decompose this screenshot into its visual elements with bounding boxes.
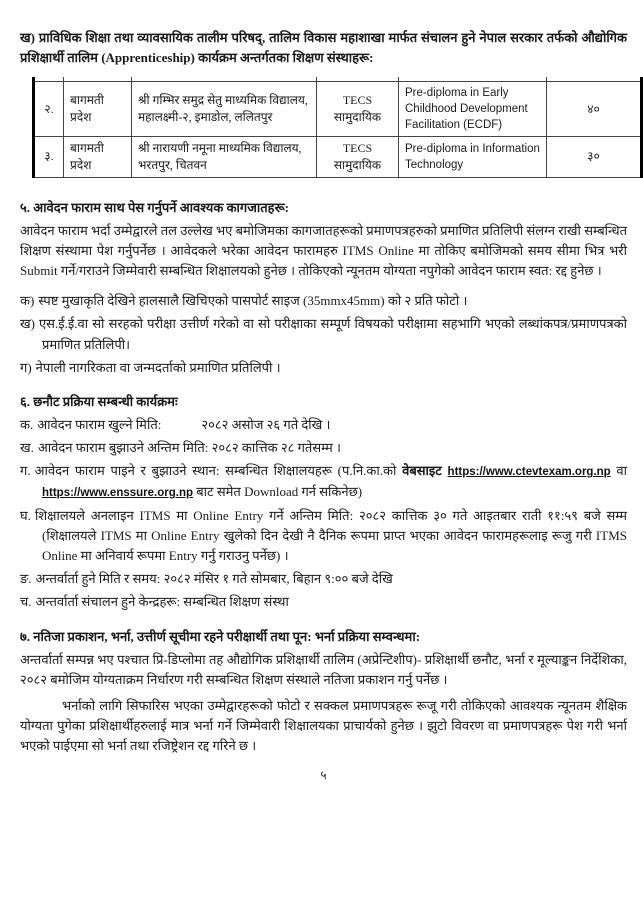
item-label: ग. bbox=[20, 463, 31, 479]
item-label: क) bbox=[20, 293, 35, 309]
section-5-paragraph: आवेदन फाराम भर्दा उम्मेद्वारले तल उल्लेख भए बमोजिमका कागजातहरूको प्रमाणपत्रहरुको प्रमाणित प्रतिलिपी संलग्न राखी सम्बन्धित शिक्षण संस्थामा पेश गर्नुपर्नेछ । आवेदकले भरेका आवेदन फारामहरु ITMS Online मा तोकिए बमोजिमको समय सीमा भित्र भरी Submit गर्ने/गराउने जिम्मेवारी सम्बन्धित शिक्षालयको हुनेछ । तोकिएको न्यूनतम योग्यता नपुगेको आवेदन फाराम स्वत: रद्द हुनेछ । bbox=[20, 222, 627, 279]
item-text: आवेदन फाराम बुझाउने अन्तिम मिति: २०८२ कात्तिक २८ गतेसम्म । bbox=[37, 440, 341, 456]
section-5-heading: ५. आवेदन फाराम साथ पेस गर्नुपर्ने आवश्यक कागजातहरू: bbox=[20, 199, 289, 215]
item-label: क. bbox=[20, 416, 34, 432]
required-document-item bbox=[20, 291, 627, 311]
schedule-item-form-open-date bbox=[20, 415, 627, 435]
item-label: ख) bbox=[20, 316, 35, 332]
institutions-table bbox=[32, 77, 643, 177]
required-document-item bbox=[20, 358, 627, 378]
admission-paragraph: भर्नाको लागि सिफारिस भएका उम्मेद्वारहरूको फोटो र सक्कल प्रमाणपत्रहरू रूजू गरी तोकिएको आवश्यक न्यूनतम शैक्षिक योग्यता पुगेका प्रशिक्षार्थीहरुलाई मात्र भर्ना गर्ने जिम्मेवारी शिक्षालयका प्राचार्यको हुनेछ । झुटो विवरण वा प्रमाणपत्रहरू पेश गरी भर्ना भएको पाईएमा सो भर्ना तथा रजिष्ट्रेशन रद्द गरिने छ । bbox=[20, 697, 627, 754]
item-label: घ. bbox=[20, 507, 31, 523]
item-label: ग) bbox=[20, 359, 32, 375]
cell-quota: ३० bbox=[547, 137, 642, 178]
schedule-item-interview-date bbox=[20, 569, 627, 589]
cell-program: Pre-diploma in Early Childhood Development Facilitation (ECDF) bbox=[399, 81, 547, 136]
item-text: नेपाली नागरिकता वा जन्मदर्ताको प्रमाणित प्रतिलिपी । bbox=[35, 359, 281, 375]
item-text: बाट समेत Download गर्न सकिनेछ) bbox=[196, 484, 363, 500]
cell-province: बागमती प्रदेश bbox=[64, 137, 132, 178]
enssure-website-link[interactable]: https://www.enssure.org.np bbox=[42, 487, 193, 500]
cell-serial-number: ३. bbox=[34, 137, 64, 178]
item-label: ख. bbox=[20, 440, 34, 456]
item-text: शिक्षालयले अनलाइन ITMS मा Online Entry गर्ने अन्तिम मिति: २०८२ कात्तिक ३० गते आइतबार राती ११:५९ बजे सम्म (शिक्षालयले ITMS मा Online Entry खुलेको दिन देखी नै दैनिक रूपमा प्राप्त भएका आवेदन फारामहरूलाइ रूजु गरी ITMS Online मा अनिवार्य रूपमा Entry गर्नु गराउनु पर्नेछ) । bbox=[34, 507, 627, 564]
cell-serial-number: २. bbox=[34, 81, 64, 136]
intro-paragraph: ख) प्राविधिक शिक्षा तथा व्यावसायिक तालीम परिषद्, तालिम विकास महाशाखा मार्फत संचालन हुने नेपाल सरकार तर्फको औद्योगिक प्रशिक्षार्थी तालिम (Apprenticeship) कार्यक्रम अन्तर्गतका शिक्षण संस्थाहरू: bbox=[20, 30, 627, 66]
cell-program: Pre-diploma in Information Technology bbox=[399, 137, 547, 178]
page-number: ५ bbox=[320, 768, 327, 783]
required-document-item bbox=[20, 314, 627, 354]
cell-school-name: श्री गम्भिर समुद्र सेतु माध्यमिक विद्यालय, महालक्ष्मी-२, इमाडोल, ललितपुर bbox=[132, 81, 317, 136]
item-text: अन्तर्वार्ता हुने मिति र समय: २०८२ मंसिर १ गते सोमबार, बिहान ९:०० बजे देखि bbox=[35, 571, 393, 587]
item-text: आवेदन फाराम खुल्ने मिति: bbox=[37, 416, 162, 432]
item-text: आवेदन फाराम पाइने र बुझाउने स्थान: सम्बन्धित शिक्षालयहरू (प.नि.का.को bbox=[34, 463, 397, 479]
schedule-item-form-location bbox=[20, 461, 627, 503]
schedule-item-interview-centers bbox=[20, 592, 627, 612]
item-text: अन्तर्वार्ता संचालन हुने केन्द्रहरू: सम्बन्धित शिक्षण संस्था bbox=[35, 594, 289, 610]
item-text: एस.ई.ई.वा सो सरहको परीक्षा उत्तीर्ण गरेको वा सो परीक्षाका सम्पूर्ण विषयको परीक्षामा सहभागि भएको लब्धांकपत्र/प्रमाणपत्रको प्रमाणित प्रतिलिपी। bbox=[38, 316, 627, 352]
item-label: ङ. bbox=[20, 571, 32, 587]
item-date: २०८२ असोज २६ गते देखि । bbox=[201, 416, 331, 432]
cell-institution-type: TECS सामुदायिक bbox=[317, 137, 399, 178]
item-text: वा bbox=[616, 463, 628, 479]
result-publication-paragraph: अन्तर्वार्ता सम्पन्न भए पश्चात प्रि-डिप्लोमा तह औद्योगिक प्रशिक्षार्थी तालिम (अप्रेन्टिशीप)- प्रशिक्षार्थी छनौट, भर्ना र मूल्याङ्कन निर्देशिका, २०८२ बमोजिम योग्यताक्रम निर्धारण गरी सम्बन्धित शिक्षण संस्थाले नतिजा प्रकाशन गर्नु पर्नेछ । bbox=[20, 651, 627, 687]
section-6-heading: ६. छनौट प्रक्रिया सम्बन्धी कार्यक्रमः bbox=[20, 393, 178, 409]
table-row bbox=[34, 81, 642, 136]
table-row bbox=[34, 137, 642, 178]
cell-institution-type: TECS सामुदायिक bbox=[317, 81, 399, 136]
ctevt-website-link[interactable]: https://www.ctevtexam.org.np bbox=[447, 466, 611, 479]
website-word: वेबसाइट bbox=[402, 463, 442, 479]
section-7-heading: ७. नतिजा प्रकाशन, भर्ना, उत्तीर्ण सूचीमा रहने परीक्षार्थी तथा पून: भर्ना प्रक्रिया सम्वन्धमा: bbox=[20, 628, 421, 644]
cell-school-name: श्री नारायणी नमूना माध्यमिक विद्यालय, भरतपुर, चितवन bbox=[132, 137, 317, 178]
cell-province: बागमती प्रदेश bbox=[64, 81, 132, 136]
schedule-item-online-entry-deadline bbox=[20, 506, 627, 566]
cell-quota: ४० bbox=[547, 81, 642, 136]
item-label: च. bbox=[20, 594, 32, 610]
item-text: स्पष्ट मुखाकृति देखिने हालसालै खिचिएको पासपोर्ट साइज (35mmx45mm) को २ प्रति फोटो । bbox=[38, 293, 468, 309]
schedule-item-form-deadline bbox=[20, 438, 627, 458]
